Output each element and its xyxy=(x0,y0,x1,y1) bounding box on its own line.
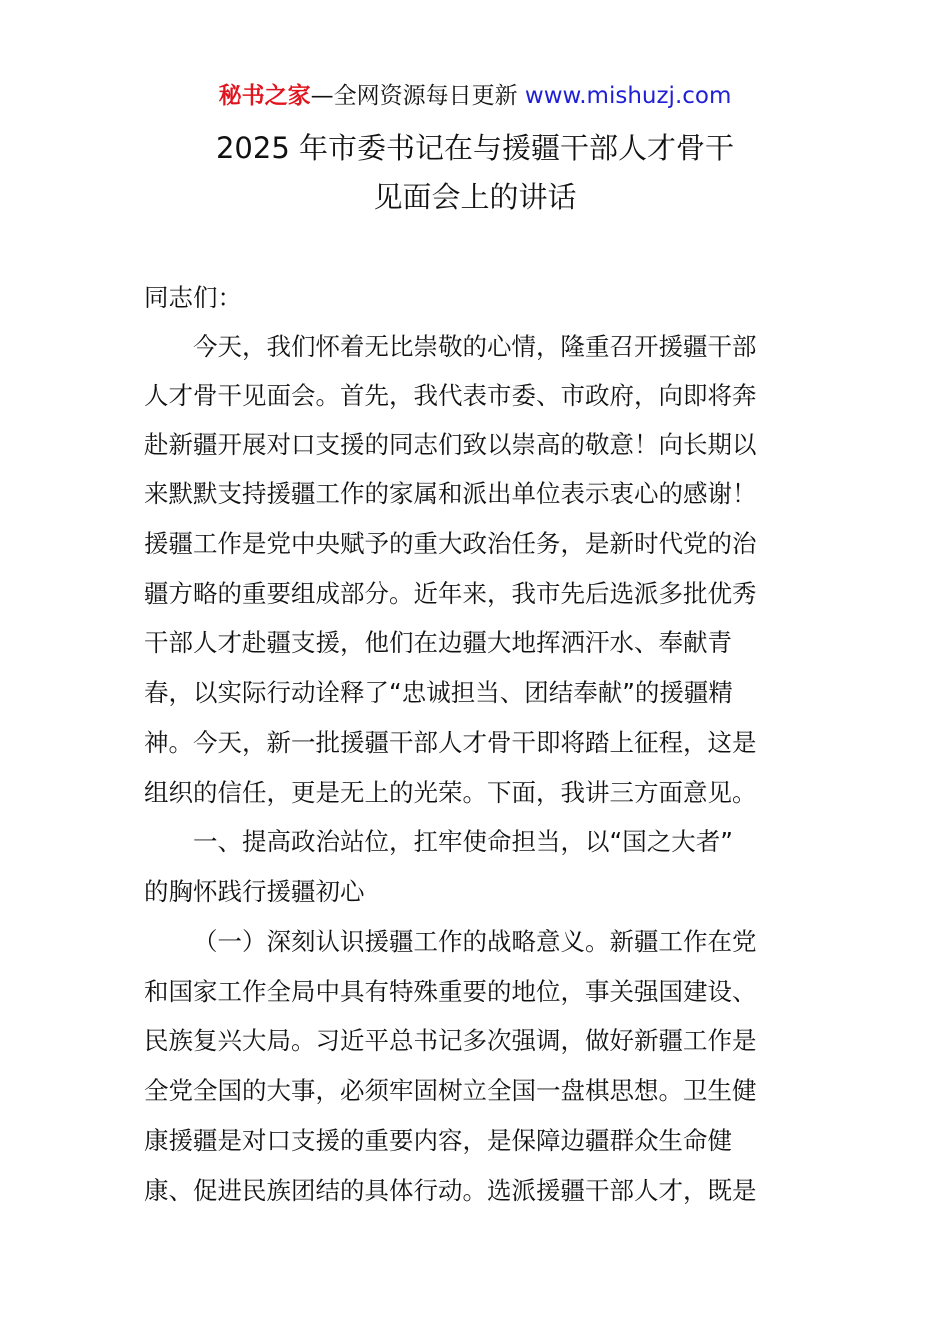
section-heading-cont: 的胸怀践行援疆初心 xyxy=(144,877,365,906)
site-header xyxy=(0,80,950,112)
site-url-link[interactable]: www.mishuzj.com xyxy=(524,83,732,109)
body-line: 全党全国的大事，必须牢固树立全国一盘棋思想。卫生健 xyxy=(144,1076,757,1105)
body-line: 康援疆是对口支援的重要内容，是保障边疆群众生命健 xyxy=(144,1126,732,1155)
body-line: （一）深刻认识援疆工作的战略意义。新疆工作在党 xyxy=(193,927,757,956)
document-title-line-2: 见面会上的讲话 xyxy=(373,180,577,214)
body-line: 援疆工作是党中央赋予的重大政治任务，是新时代党的治 xyxy=(144,529,757,558)
section-heading: 一、提高政治站位，扛牢使命担当，以“国之大者” xyxy=(193,827,733,856)
body-line: 来默默支持援疆工作的家属和派出单位表示衷心的感谢！ xyxy=(144,479,757,508)
body-line: 春，以实际行动诠释了“忠诚担当、团结奉献”的援疆精 xyxy=(144,678,733,707)
body-line: 和国家工作全局中具有特殊重要的地位，事关强国建设、 xyxy=(144,977,757,1006)
body-line: 今天，我们怀着无比崇敬的心情，隆重召开援疆干部 xyxy=(193,332,757,361)
body-line: 疆方略的重要组成部分。近年来，我市先后选派多批优秀 xyxy=(144,579,757,608)
body-line: 神。今天，新一批援疆干部人才骨干即将踏上征程，这是 xyxy=(144,728,757,757)
site-slogan: —全网资源每日更新 xyxy=(310,83,518,109)
salutation: 同志们： xyxy=(144,283,242,312)
body-line: 干部人才赴疆支援，他们在边疆大地挥洒汗水、奉献青 xyxy=(144,628,732,657)
body-line: 组织的信任，更是无上的光荣。下面，我讲三方面意见。 xyxy=(144,778,757,807)
body-line: 赴新疆开展对口支援的同志们致以崇高的敬意！向长期以 xyxy=(144,430,757,459)
document-title-line-1: 2025 年市委书记在与援疆干部人才骨干 xyxy=(215,131,735,165)
body-line: 人才骨干见面会。首先，我代表市委、市政府，向即将奔 xyxy=(144,381,757,410)
site-brand: 秘书之家 xyxy=(218,83,311,109)
body-line: 康、促进民族团结的具体行动。选派援疆干部人才，既是 xyxy=(144,1176,757,1205)
body-line: 民族复兴大局。习近平总书记多次强调，做好新疆工作是 xyxy=(144,1026,757,1055)
